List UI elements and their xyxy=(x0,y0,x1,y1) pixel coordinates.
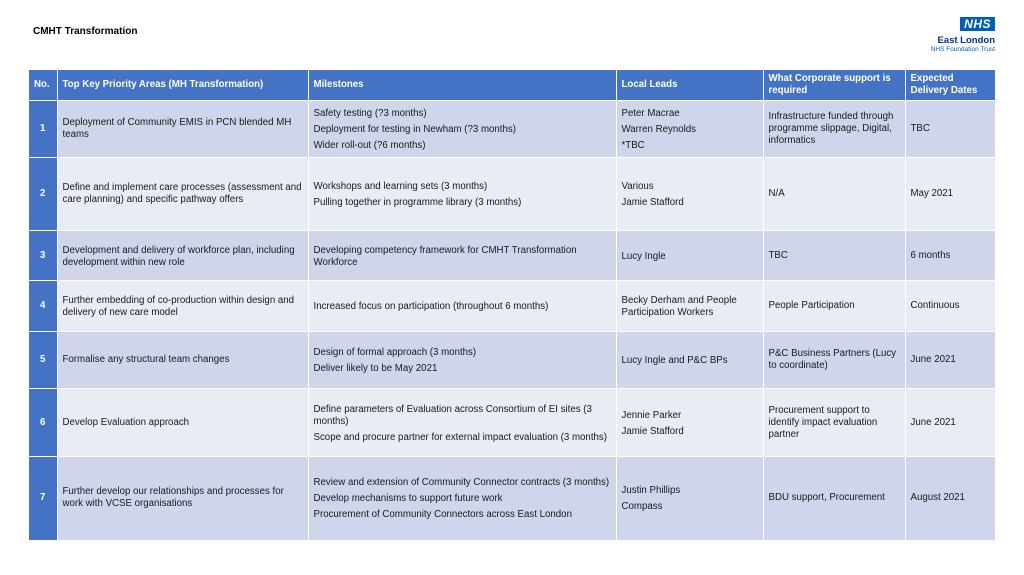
table-row xyxy=(29,101,995,158)
lead-item: Jennie Parker xyxy=(621,409,682,421)
row-number: 3 xyxy=(29,231,57,281)
header-no: No. xyxy=(29,70,57,101)
date-cell: TBC xyxy=(905,101,995,158)
milestones-cell xyxy=(308,231,616,281)
table-row xyxy=(29,389,995,457)
lead-item: *TBC xyxy=(621,140,645,151)
page-title: CMHT Transformation xyxy=(33,26,138,37)
milestone-item: Safety testing (?3 months) xyxy=(313,108,427,119)
leads-cell xyxy=(616,231,763,281)
lead-item: Jamie Stafford xyxy=(621,425,684,437)
header-delivery-dates: Expected Delivery Dates xyxy=(905,70,995,101)
priority-cell: Further embedding of co-production within design and delivery of new care model xyxy=(57,281,308,332)
milestone-item: Workshops and learning sets (3 months) xyxy=(313,181,488,192)
leads-cell xyxy=(616,101,763,158)
row-number: 7 xyxy=(29,457,57,540)
support-cell: BDU support, Procurement xyxy=(763,457,905,540)
priority-cell: Development and delivery of workforce plan, including development within new role xyxy=(57,231,308,281)
milestones-cell xyxy=(308,281,616,332)
milestone-item: Develop mechanisms to support future work xyxy=(313,493,503,505)
support-cell: N/A xyxy=(763,158,905,231)
milestones-cell xyxy=(308,158,616,231)
lead-item: Various xyxy=(621,181,654,192)
logo-org-name: East London xyxy=(937,35,995,46)
header-priority: Top Key Priority Areas (MH Transformation) xyxy=(57,70,308,101)
lead-item: Jamie Stafford xyxy=(621,197,684,208)
milestone-item: Pulling together in programme library (3 months) xyxy=(313,197,522,208)
table-row xyxy=(29,457,995,540)
leads-cell xyxy=(616,158,763,231)
row-number: 6 xyxy=(29,389,57,457)
milestone-item: Design of formal approach (3 months) xyxy=(313,347,477,358)
milestones-cell xyxy=(308,101,616,158)
nhs-logo-mark: NHS xyxy=(960,17,995,31)
lead-item: Peter Macrae xyxy=(621,108,680,119)
leads-cell xyxy=(616,332,763,389)
date-cell: May 2021 xyxy=(905,158,995,231)
milestone-item: Developing competency framework for CMHT Transformation Workforce xyxy=(313,244,577,268)
leads-cell xyxy=(616,457,763,540)
milestone-item: Wider roll-out (?6 months) xyxy=(313,140,426,151)
support-cell: Procurement support to identify impact evaluation partner xyxy=(763,389,905,457)
row-number: 5 xyxy=(29,332,57,389)
support-cell: Infrastructure funded through programme slippage, Digital, informatics xyxy=(763,101,905,158)
row-number: 2 xyxy=(29,158,57,231)
date-cell: August 2021 xyxy=(905,457,995,540)
header-corporate-support: What Corporate support is required xyxy=(763,70,905,101)
leads-cell xyxy=(616,389,763,457)
support-cell: TBC xyxy=(763,231,905,281)
date-cell: 6 months xyxy=(905,231,995,281)
support-cell: P&C Business Partners (Lucy to coordinate) xyxy=(763,332,905,389)
priority-cell: Formalise any structural team changes xyxy=(57,332,308,389)
lead-item: Becky Derham and People Participation Workers xyxy=(621,295,737,318)
nhs-logo xyxy=(925,15,995,54)
table-row xyxy=(29,158,995,231)
priority-cell: Define and implement care processes (assessment and care planning) and specific pathway offers xyxy=(57,158,308,231)
header-local-leads: Local Leads xyxy=(616,70,763,101)
lead-item: Lucy Ingle and P&C BPs xyxy=(621,355,728,366)
milestone-item: Procurement of Community Connectors across East London xyxy=(313,509,572,521)
lead-item: Justin Phillips xyxy=(621,485,681,497)
row-number: 1 xyxy=(29,101,57,158)
milestones-cell xyxy=(308,332,616,389)
milestone-item: Scope and procure partner for external impact evaluation (3 months) xyxy=(313,431,607,443)
lead-item: Lucy Ingle xyxy=(621,250,666,262)
table-header-row xyxy=(29,70,995,101)
lead-item: Compass xyxy=(621,501,663,513)
logo-trust-name: NHS Foundation Trust xyxy=(930,46,995,53)
priority-table xyxy=(29,70,996,540)
milestone-item: Review and extension of Community Connector contracts (3 months) xyxy=(313,477,610,489)
milestones-cell xyxy=(308,457,616,540)
table-row xyxy=(29,332,995,389)
date-cell: Continuous xyxy=(905,281,995,332)
milestone-item: Deliver likely to be May 2021 xyxy=(313,363,438,374)
date-cell: June 2021 xyxy=(905,389,995,457)
milestone-item: Increased focus on participation (throughout 6 months) xyxy=(313,301,549,312)
priority-cell: Further develop our relationships and processes for work with VCSE organisations xyxy=(57,457,308,540)
milestones-cell xyxy=(308,389,616,457)
support-cell: People Participation xyxy=(763,281,905,332)
lead-item: Warren Reynolds xyxy=(621,124,696,135)
date-cell: June 2021 xyxy=(905,332,995,389)
table-row xyxy=(29,231,995,281)
leads-cell xyxy=(616,281,763,332)
table-row xyxy=(29,281,995,332)
milestone-item: Define parameters of Evaluation across Consortium of EI sites (3 months) xyxy=(313,403,592,427)
header-milestones: Milestones xyxy=(308,70,616,101)
row-number: 4 xyxy=(29,281,57,332)
milestone-item: Deployment for testing in Newham (?3 months) xyxy=(313,124,516,135)
priority-cell: Deployment of Community EMIS in PCN blended MH teams xyxy=(57,101,308,158)
priority-cell: Develop Evaluation approach xyxy=(57,389,308,457)
